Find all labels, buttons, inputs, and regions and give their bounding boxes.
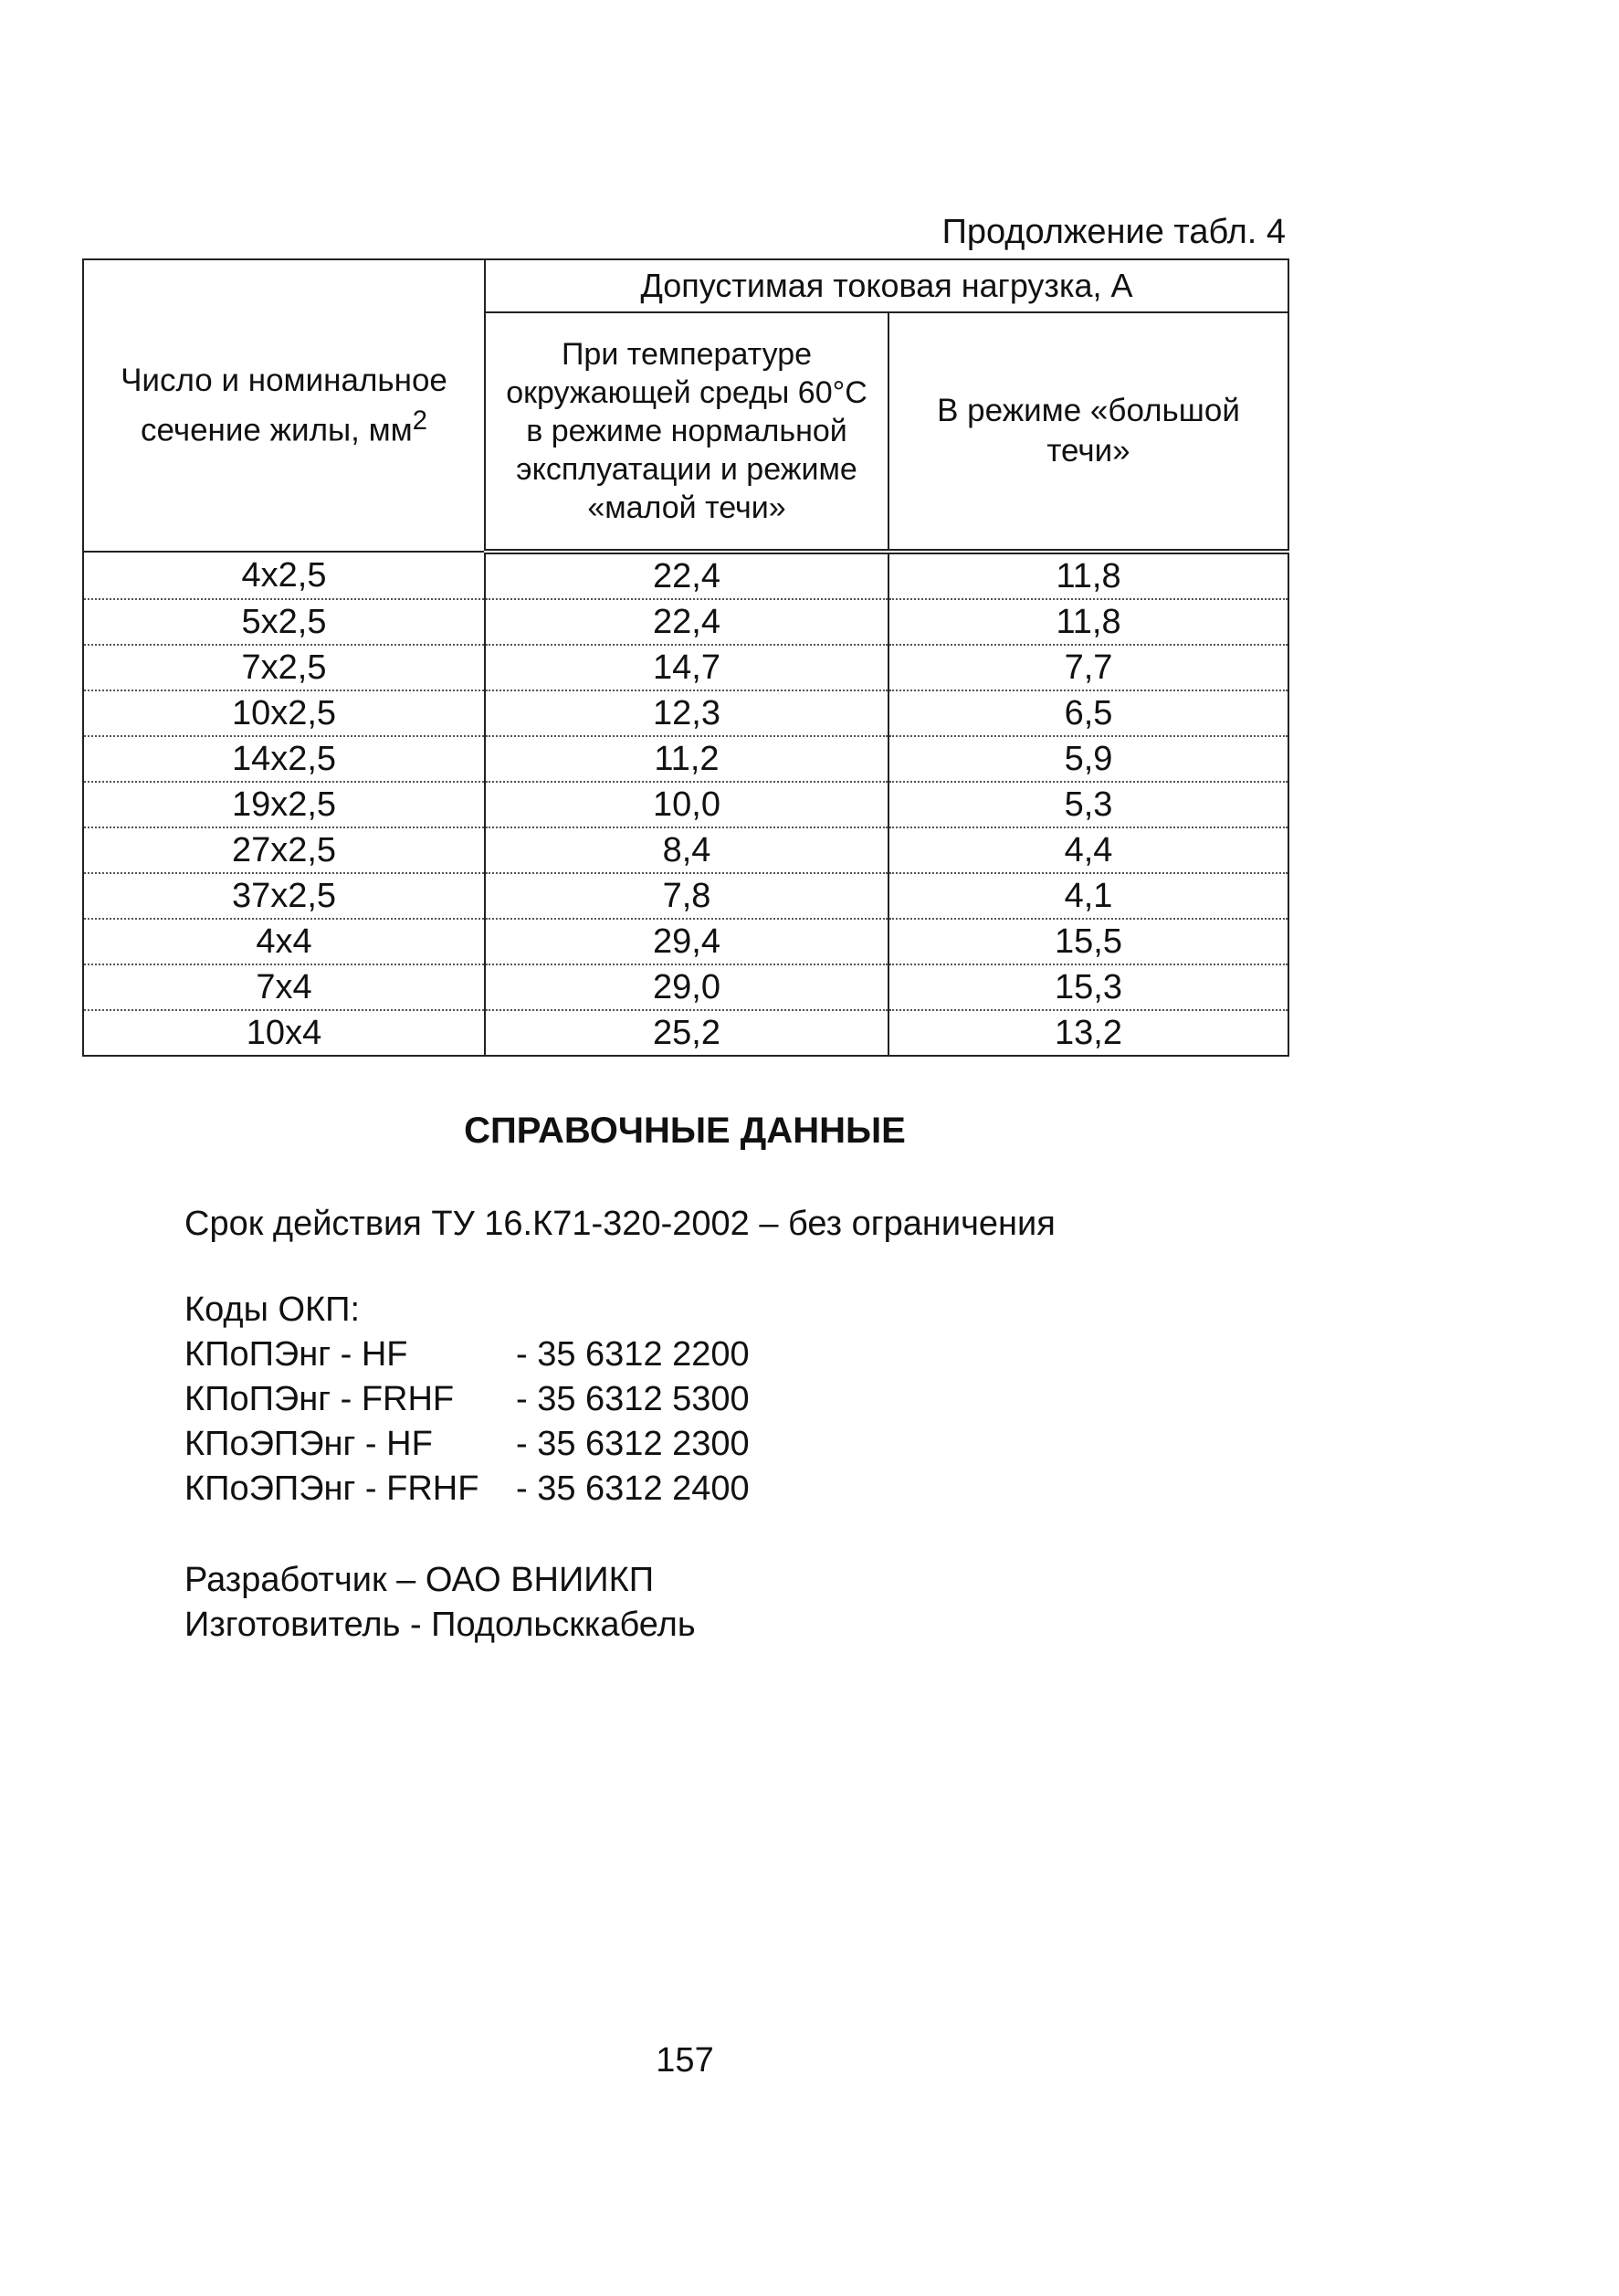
validity-text: Срок действия ТУ 16.К71-320-2002 – без ограничения xyxy=(184,1205,1056,1243)
developer-text: Разработчик – ОАО ВНИИКП xyxy=(184,1561,655,1599)
table-row xyxy=(83,827,1288,873)
cell-normal-load: 10,0 xyxy=(485,782,888,827)
table-row xyxy=(83,873,1288,919)
header-large-leak-mode: В режиме «большой течи» xyxy=(888,312,1288,552)
current-load-table xyxy=(82,258,1289,1057)
table-caption: Продолжение табл. 4 xyxy=(941,213,1286,251)
cell-cross-section: 37x2,5 xyxy=(83,873,485,919)
okp-code-row xyxy=(184,1332,750,1377)
cell-cross-section: 27x2,5 xyxy=(83,827,485,873)
cell-cross-section: 4x4 xyxy=(83,919,485,964)
table-body xyxy=(83,552,1288,1056)
table-row xyxy=(83,552,1288,599)
okp-code-row xyxy=(184,1422,750,1467)
cell-normal-load: 8,4 xyxy=(485,827,888,873)
okp-code-row xyxy=(184,1467,750,1511)
okp-code-name: КПоПЭнг - HF xyxy=(184,1335,408,1374)
table-row xyxy=(83,964,1288,1010)
table-row xyxy=(83,1010,1288,1056)
cell-large-leak-load: 15,3 xyxy=(888,964,1288,1010)
okp-code-name: КПоЭПЭнг - HF xyxy=(184,1425,433,1463)
cell-large-leak-load: 4,1 xyxy=(888,873,1288,919)
page-number: 157 xyxy=(656,2041,714,2080)
okp-code-name: КПоЭПЭнг - FRHF xyxy=(184,1469,479,1508)
okp-codes-block xyxy=(184,1288,750,1511)
cell-cross-section: 7x4 xyxy=(83,964,485,1010)
okp-code-value: - 35 6312 2200 xyxy=(516,1335,750,1374)
okp-code-value: - 35 6312 2400 xyxy=(516,1469,750,1508)
okp-code-value: - 35 6312 5300 xyxy=(516,1380,750,1418)
header-cross-section xyxy=(83,259,485,552)
cell-large-leak-load: 15,5 xyxy=(888,919,1288,964)
header-unit-superscript: 2 xyxy=(412,405,427,436)
cell-normal-load: 29,4 xyxy=(485,919,888,964)
cell-normal-load: 12,3 xyxy=(485,690,888,736)
cell-cross-section: 19x2,5 xyxy=(83,782,485,827)
table-row xyxy=(83,736,1288,782)
header-current-load-group: Допустимая токовая нагрузка, А xyxy=(485,259,1288,312)
cell-cross-section: 4x2,5 xyxy=(83,552,485,599)
table-row xyxy=(83,645,1288,690)
organizations-block xyxy=(184,1558,696,1648)
table-row xyxy=(83,919,1288,964)
cell-cross-section: 5x2,5 xyxy=(83,599,485,645)
cell-cross-section: 10x2,5 xyxy=(83,690,485,736)
cell-large-leak-load: 5,9 xyxy=(888,736,1288,782)
cell-large-leak-load: 11,8 xyxy=(888,552,1288,599)
cell-normal-load: 25,2 xyxy=(485,1010,888,1056)
cell-cross-section: 14x2,5 xyxy=(83,736,485,782)
cell-normal-load: 7,8 xyxy=(485,873,888,919)
cell-normal-load: 22,4 xyxy=(485,552,888,599)
cell-normal-load: 14,7 xyxy=(485,645,888,690)
cell-large-leak-load: 6,5 xyxy=(888,690,1288,736)
okp-code-name: КПоПЭнг - FRHF xyxy=(184,1380,455,1418)
cell-large-leak-load: 7,7 xyxy=(888,645,1288,690)
cell-normal-load: 29,0 xyxy=(485,964,888,1010)
cell-normal-load: 22,4 xyxy=(485,599,888,645)
cell-large-leak-load: 11,8 xyxy=(888,599,1288,645)
manufacturer-text: Изготовитель - Подольсккабель xyxy=(184,1606,696,1644)
cell-normal-load: 11,2 xyxy=(485,736,888,782)
header-cross-section-text: Число и номинальное сечение жилы, мм xyxy=(121,362,447,448)
okp-code-value: - 35 6312 2300 xyxy=(516,1425,750,1463)
cell-large-leak-load: 5,3 xyxy=(888,782,1288,827)
cell-cross-section: 10x4 xyxy=(83,1010,485,1056)
section-title: СПРАВОЧНЫЕ ДАННЫЕ xyxy=(464,1111,906,1151)
table-row xyxy=(83,782,1288,827)
table-row xyxy=(83,690,1288,736)
okp-codes-title: Коды ОКП: xyxy=(184,1290,361,1329)
cell-cross-section: 7x2,5 xyxy=(83,645,485,690)
cell-large-leak-load: 13,2 xyxy=(888,1010,1288,1056)
header-normal-mode: При температуре окружающей среды 60°С в режиме нормальной эксплуатации и режиме «малой течи» xyxy=(485,312,888,552)
okp-code-row xyxy=(184,1377,750,1422)
cell-large-leak-load: 4,4 xyxy=(888,827,1288,873)
table-row xyxy=(83,599,1288,645)
